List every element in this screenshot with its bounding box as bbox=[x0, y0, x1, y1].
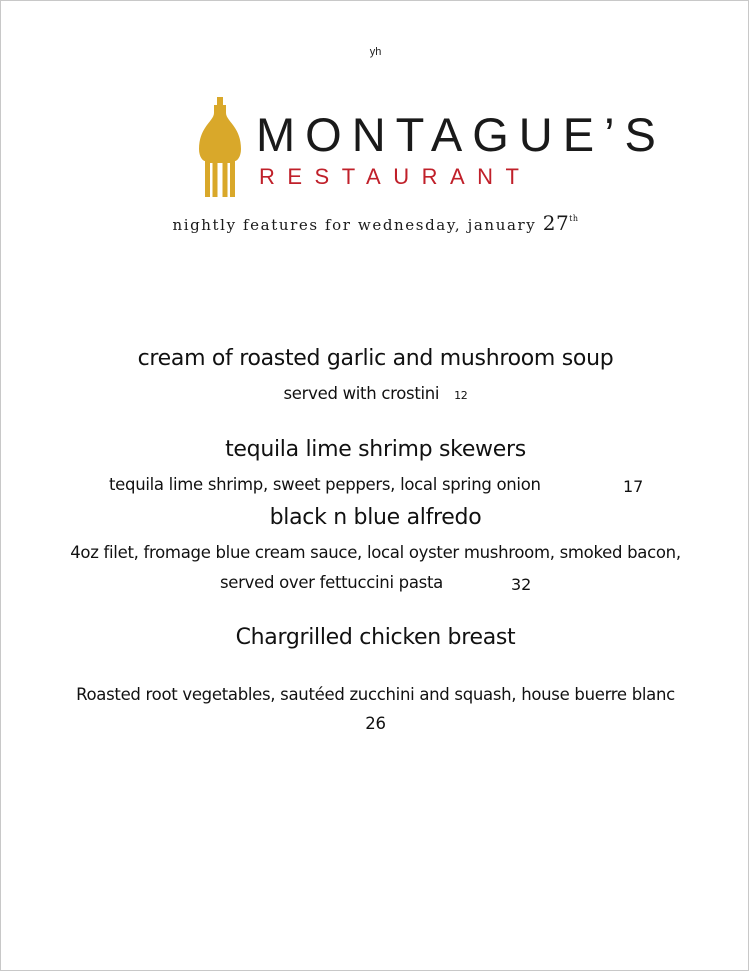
brand-subtitle: RESTAURANT bbox=[259, 164, 532, 189]
features-date-line bbox=[1, 211, 749, 235]
features-day-number: 27 bbox=[542, 211, 570, 235]
dish-desc-alfredo-line1: 4oz filet, fromage blue cream sauce, local oyster mushroom, smoked bacon, bbox=[70, 543, 681, 562]
author-initials: yh bbox=[369, 46, 382, 58]
fork-logo-icon bbox=[197, 97, 243, 197]
features-day-suffix: th bbox=[569, 214, 579, 223]
dish-desc-soup bbox=[1, 384, 749, 403]
dish-title-chicken: Chargrilled chicken breast bbox=[235, 625, 516, 650]
dish-title-shrimp: tequila lime shrimp skewers bbox=[225, 437, 526, 462]
dish-price-chicken: 26 bbox=[365, 714, 386, 733]
dish-desc-chicken: Roasted root vegetables, sautéed zucchini and squash, house buerre blanc bbox=[76, 685, 675, 704]
dish-price-shrimp: 17 bbox=[623, 477, 644, 496]
dish-price-alfredo: 32 bbox=[511, 575, 532, 594]
dish-price-soup: 12 bbox=[454, 389, 468, 402]
features-prefix: nightly features for wednesday, january bbox=[172, 216, 537, 234]
dish-desc-text: served with crostini bbox=[283, 384, 440, 403]
dish-title-alfredo: black n blue alfredo bbox=[269, 505, 482, 530]
brand-name: MONTAGUE’S bbox=[256, 108, 666, 161]
dish-desc-shrimp: tequila lime shrimp, sweet peppers, local spring onion bbox=[109, 475, 541, 494]
dish-title-soup: cream of roasted garlic and mushroom soup bbox=[137, 346, 614, 371]
dish-desc-alfredo-line2: served over fettuccini pasta bbox=[220, 573, 443, 592]
